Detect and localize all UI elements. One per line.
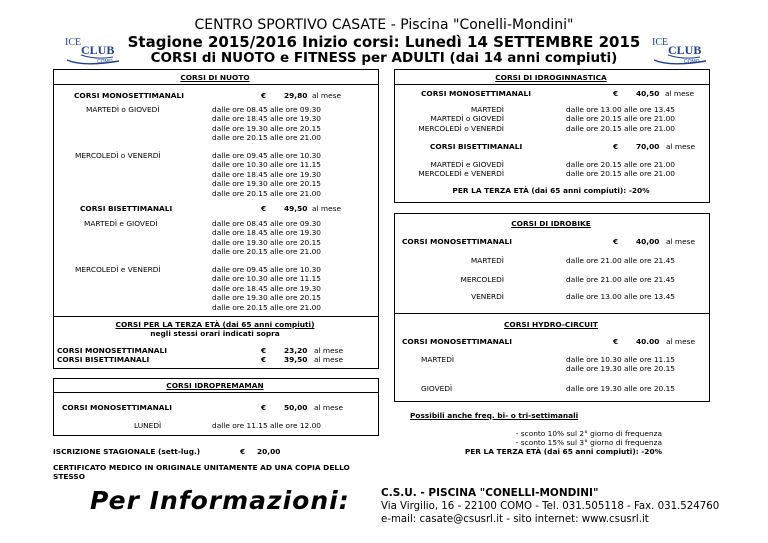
idrog-mono-price: 40,50 [636,89,660,98]
idropremaman-label: CORSI MONOSETTIMANALI [62,403,172,412]
idrobike-time-3: dalle ore 13.00 alle ore 13.45 [566,292,676,301]
logo-ice-text: ICE [65,37,82,48]
time-slot: dalle ore 09.45 alle ore 10.30 [212,265,322,274]
idropremaman-time: dalle ore 11.15 alle ore 12.00 [212,421,322,430]
currency-symbol: € [240,447,246,456]
time-slot: dalle ore 18.45 alle ore 19.30 [212,228,322,238]
hydro-times-1 [566,355,675,374]
idropremaman-title: CORSI IDROPREMAMAN [166,381,264,390]
time-slot: dalle ore 18.45 alle ore 19.30 [212,169,322,179]
currency-symbol: € [613,237,619,246]
nuoto-mono-label: CORSI MONOSETTIMANALI [74,91,184,100]
time-slot: dalle ore 20.15 alle ore 21.00 [212,133,322,143]
idrobike-time-2: dalle ore 21.00 alle ore 21.45 [566,275,676,284]
header-subtitle: CORSI di NUOTO e FITNESS per ADULTI (dai 14 anni compiuti) [150,50,618,66]
currency-symbol: € [261,346,267,355]
day-label: MERCOLEDÌ o VENERDÌ [418,123,504,133]
time-slot: dalle ore 10.30 alle ore 11.15 [566,355,676,364]
time-slot: dalle ore 19.30 alle ore 20.15 [212,179,322,189]
time-slot: dalle ore 20.15 alle ore 21.00 [566,160,676,169]
time-slot: dalle ore 20.15 alle ore 21.00 [566,169,676,179]
senior-bi-price: 39,50 [284,355,308,364]
idrog-mono-times [566,105,675,133]
time-slot: dalle ore 20.15 alle ore 21.00 [566,114,676,124]
idroginnastica-title: CORSI DI IDROGINNASTICA [495,73,607,82]
day-label: MARTEDÌ e GIOVEDÌ [430,160,504,169]
discount-line: - sconto 10% sul 2° giorno di frequenza [515,429,662,438]
idrog-mono-label: CORSI MONOSETTIMANALI [421,89,531,98]
idropremaman-price: 50,00 [284,403,308,412]
idrog-bi-days [404,160,504,179]
info-contacts: e-mail: casate@csusrl.it - sito internet: www.csusrl.it [381,514,649,525]
currency-symbol: € [261,355,267,364]
hydro-label: CORSI MONOSETTIMANALI [402,337,512,346]
freq-title: Possibili anche freq. bi- o tri-settimanali [410,411,579,420]
day-label: MERCOLEDÌ e VENERDÌ [418,169,504,179]
price-unit: al mese [314,355,344,364]
header-title: CENTRO SPORTIVO CASATE - Piscina "Conelli-Mondini" [194,17,574,33]
nuoto-senior-subtitle: negli stessi orari indicati sopra [150,329,280,338]
price-unit: al mese [666,237,696,246]
certificato-note: CERTIFICATO MEDICO IN ORIGINALE UNITAMENTE AD UNA COPIA DELLO STESSO [53,463,350,482]
idrog-mono-days [404,105,504,133]
senior-mono-label: CORSI MONOSETTIMANALI [57,346,167,355]
currency-symbol: € [613,337,619,346]
header-season: Stagione 2015/2016 Inizio corsi: Lunedì 14 SETTEMBRE 2015 [127,33,641,51]
nuoto-bi-label: CORSI BISETTIMANALI [80,204,173,213]
time-slot: dalle ore 20.15 alle ore 21.00 [212,188,322,198]
hydro-day-1: MARTEDÌ [421,355,455,364]
idrobike-price: 40,00 [636,237,660,246]
info-company: C.S.U. - PISCINA "CONELLI-MONDINI" [381,487,599,499]
price-unit: al mese [666,337,696,346]
price-unit: al mese [314,403,344,412]
hydro-title: CORSI HYDRO-CIRCUIT [504,320,598,329]
idrobike-title: CORSI DI IDROBIKE [511,219,591,228]
price-unit: al mese [314,346,344,355]
time-slot: dalle ore 10.30 alle ore 11.15 [212,274,322,284]
freq-lines [394,429,662,448]
idrobike-time-1: dalle ore 21.00 alle ore 21.45 [566,256,676,265]
hydro-price: 40.00 [636,337,660,346]
time-slot: dalle ore 19.30 alle ore 20.15 [212,293,322,303]
divider [53,316,378,317]
logo-city-text: COMO [684,59,700,65]
nuoto-mono-day-2: MERCOLEDÌ o VENERDÌ [75,151,161,160]
divider [394,84,709,85]
time-slot: dalle ore 19.30 alle ore 20.15 [212,123,322,133]
nuoto-senior-title: CORSI PER LA TERZA ETÀ (dai 65 anni compiuti) [115,320,315,329]
nuoto-mono-times-1 [212,105,321,143]
currency-symbol: € [613,89,619,98]
logo-ice-text: ICE [652,37,669,48]
price-unit: al mese [665,89,695,98]
idrog-bi-label: CORSI BISETTIMANALI [430,142,523,151]
discount-line: - sconto 15% sul 3° giorno di frequenza [515,438,662,448]
hydro-time-2: dalle ore 19.30 alle ore 20.15 [566,384,676,393]
currency-symbol: € [613,142,619,151]
currency-symbol: € [261,91,267,100]
iscrizione-label: ISCRIZIONE STAGIONALE (sett-lug.) [53,447,201,456]
day-label: MARTEDÌ o GIOVEDÌ [430,114,504,124]
nuoto-bi-day-1: MARTEDÌ e GIOVEDÌ [84,219,158,228]
time-slot: dalle ore 19.30 alle ore 20.15 [566,364,676,374]
day-label: MARTEDÌ [470,105,504,114]
time-slot: dalle ore 09.45 alle ore 10.30 [212,151,322,160]
time-slot: dalle ore 08.45 alle ore 09.30 [212,219,322,228]
price-unit: al mese [666,142,696,151]
idropremaman-day: LUNEDÌ [134,421,162,430]
iscrizione-price: 20,00 [257,447,281,456]
senior-bi-label: CORSI BISETTIMANALI [57,355,150,364]
nuoto-title: CORSI DI NUOTO [180,73,250,82]
price-unit: al mese [312,204,342,213]
divider [53,392,378,393]
info-heading: Per Informazioni: [90,486,350,515]
time-slot: dalle ore 19.30 alle ore 20.15 [212,237,322,247]
currency-symbol: € [261,204,267,213]
idrog-senior-discount: PER LA TERZA ETÀ (dai 65 anni compiuti): -20% [452,186,650,195]
logo-city-text: COMO [97,59,113,65]
nuoto-bi-times-1 [212,219,321,257]
time-slot: dalle ore 20.15 alle ore 21.00 [212,302,322,312]
nuoto-bi-price: 49,50 [284,204,308,213]
time-slot: dalle ore 20.15 alle ore 21.00 [212,247,322,257]
logo-club-text: CLUB [81,43,115,57]
idrobike-day-1: MARTEDÌ [470,256,504,265]
nuoto-bi-times-2 [212,265,321,312]
time-slot: dalle ore 08.45 alle ore 09.30 [212,105,322,114]
time-slot: dalle ore 18.45 alle ore 19.30 [212,283,322,293]
time-slot: dalle ore 10.30 alle ore 11.15 [212,160,322,170]
idrobike-label: CORSI MONOSETTIMANALI [402,237,512,246]
idrobike-day-3: VENERDÌ [471,292,504,301]
nuoto-mono-price: 29,80 [284,91,308,100]
nuoto-bi-day-2: MERCOLEDÌ e VENERDÌ [75,265,161,274]
currency-symbol: € [261,403,267,412]
time-slot: dalle ore 20.15 alle ore 21.00 [566,123,676,133]
nuoto-mono-day-1: MARTEDÌ o GIOVEDÌ [86,105,160,114]
freq-senior-discount: PER LA TERZA ETÀ (dai 65 anni compiuti): -20% [464,447,662,456]
time-slot: dalle ore 18.45 alle ore 19.30 [212,114,322,124]
divider [394,313,709,314]
idrog-bi-times [566,160,675,179]
price-unit: al mese [312,91,342,100]
idrog-bi-price: 70,00 [636,142,660,151]
idrobike-day-2: MERCOLEDÌ [460,275,504,284]
hydro-day-2: GIOVEDÌ [421,384,453,393]
senior-mono-price: 23,20 [284,346,308,355]
nuoto-mono-times-2 [212,151,321,198]
divider [53,84,378,85]
logo-club-text: CLUB [668,43,702,57]
info-address: Via Virgilio, 16 - 22100 COMO - Tel. 031.505118 - Fax. 031.524760 [381,501,720,512]
time-slot: dalle ore 13.00 alle ore 13.45 [566,105,676,114]
